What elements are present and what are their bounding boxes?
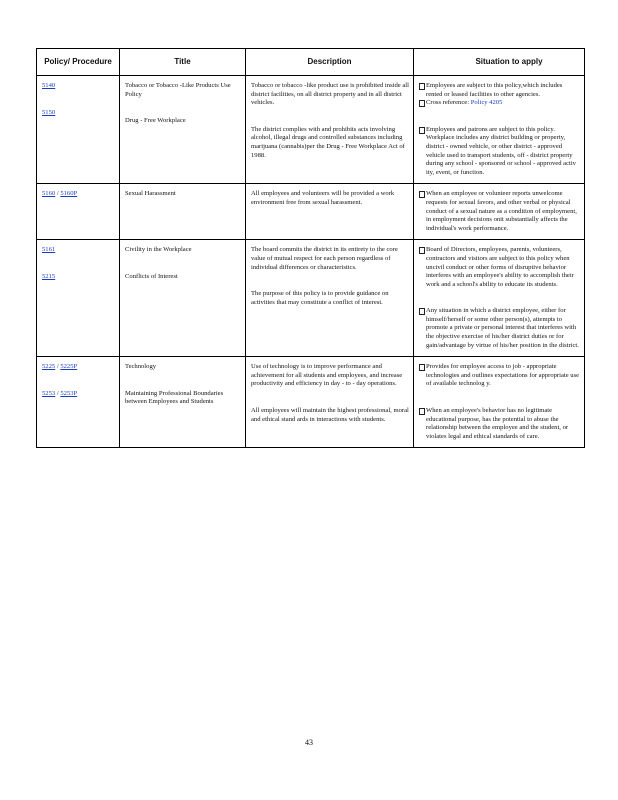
- situation-text: Cross reference:: [426, 99, 470, 107]
- situation-item: [419, 307, 580, 350]
- policy-title: Technology: [125, 363, 157, 371]
- situation-text: Employees and patrons are subject to this policy. Workplace includes any district building or property, district - owned vehicle, or other district - approved vehicle used to transport students, off - district property during any school - sponsored or school - approved activ ity, event, or function.: [426, 125, 576, 176]
- situation-text: Board of Directors, employees, parents, volunteers, contractors and visitors are subject to this policy when uncivil conduct or other forms of disruptive behavior interferes with an employee's ability to accomplish their work and a school's ability to educate its students.: [426, 246, 574, 288]
- policy-title: Civility in the Workplace: [125, 246, 192, 254]
- entry-group: [42, 363, 115, 372]
- entry-group: [419, 82, 580, 108]
- cell-padding: [251, 208, 409, 214]
- situation-item: [419, 190, 580, 233]
- policy-separator: /: [55, 363, 61, 371]
- policy-description: Use of technology is to improve performance and achievement for all students and employees, and increase productivity and efficiency in day - to - day operations.: [251, 363, 403, 388]
- policy-link[interactable]: 5225: [42, 363, 56, 371]
- table-row: [37, 240, 585, 357]
- description-cell: [246, 76, 414, 184]
- entry-group: [42, 109, 115, 118]
- policy-description: The purpose of this policy is to provide guidance on activities that may constitute a conflict of interest.: [251, 290, 389, 306]
- situation-text: Any situation in which a district employee, either for himself/herself or some other person(s), attempts to promote a private or personal interest that interferes with the objective exercise of his/her district duties or for gain/advantage by virtue of his/her position in the district.: [426, 307, 579, 349]
- entry-group: [125, 273, 241, 282]
- title-cell: [120, 357, 246, 448]
- cross-reference-link[interactable]: Policy 4205: [470, 99, 503, 107]
- entry-group: [419, 246, 580, 289]
- description-cell: [246, 240, 414, 357]
- policy-description: Tobacco or tobacco -like product use is prohibited inside all district facilities, on all district property and in all district vehicles.: [251, 82, 409, 107]
- entry-group: [125, 117, 241, 126]
- situation-text: Employees are subject to this policy,which includes rented or leased facilities to other agencies.: [426, 82, 563, 98]
- cell-padding: [125, 282, 241, 288]
- entry-group: [419, 190, 580, 233]
- policy-link[interactable]: 5140: [42, 82, 56, 89]
- title-cell: [120, 240, 246, 357]
- entry-group: [42, 273, 115, 282]
- header-policy: Policy/ Procedure: [37, 49, 120, 76]
- cell-padding: [125, 126, 241, 132]
- situation-text: When an employee or volunteer reports unwelcome requests for sexual favors, and other verbal or physical conduct of a sexual nature as a condition of employment, in employment decisions onit substantially affects the individual's work performance.: [426, 190, 577, 232]
- policy-link[interactable]: 5253P: [60, 389, 78, 397]
- situation-cell: [414, 240, 585, 357]
- policy-title: Maintaining Professional Boundaries between Employees and Students: [125, 389, 224, 406]
- policy-cell: [37, 240, 120, 357]
- cell-padding: [419, 177, 580, 183]
- entry-group: [251, 363, 409, 389]
- cell-padding: [251, 424, 409, 430]
- entry-group: [125, 82, 241, 99]
- entry-group: [251, 407, 409, 424]
- situation-text: When an employee's behavior has no legitimate educational purpose, has the potential to abuse the relationship between the employee and the student, or violates legal and ethical standards of care.: [426, 407, 569, 440]
- entry-group: [251, 246, 409, 272]
- situation-text: Provides for employee access to job - appropriate technologies and outlines expectations for appropriate use of available technolog y.: [426, 363, 580, 388]
- entry-group: [419, 363, 580, 389]
- policy-separator: /: [55, 190, 61, 198]
- entry-group: [251, 82, 409, 108]
- header-situation: Situation to apply: [414, 49, 585, 76]
- cell-padding: [251, 307, 409, 313]
- table-row: [37, 184, 585, 240]
- entry-group: [42, 190, 115, 199]
- title-cell: [120, 76, 246, 184]
- page-number: 43: [305, 738, 313, 747]
- situation-cell: [414, 76, 585, 184]
- header-title: Title: [120, 49, 246, 76]
- entry-group: [125, 246, 241, 255]
- policy-title: Tobacco or Tobacco -Like Products Use Policy: [125, 82, 231, 98]
- cell-padding: [42, 398, 115, 404]
- description-cell: [246, 357, 414, 448]
- entry-group: [125, 190, 241, 199]
- policy-description: The district complies with and prohibits acts involving alcohol, illegal drugs and controlled substances including marijuana (cannabis)per the Drug - Free Workplace Act of 1988.: [251, 125, 405, 159]
- entry-group: [251, 290, 409, 307]
- entry-group: [251, 126, 409, 160]
- policy-description: The board commits the district in its entirety to the core value of mutual respect for each person regardless of individual differences or characteristics.: [251, 246, 398, 271]
- policy-table: [36, 48, 585, 448]
- policy-description: All employees and volunteers will be provided a work environment free from sexual harassment.: [251, 190, 395, 206]
- policy-link[interactable]: 5225P: [60, 363, 78, 371]
- entry-group: [125, 390, 241, 407]
- entry-group: [251, 190, 409, 207]
- cell-padding: [125, 407, 241, 413]
- entry-group: [42, 82, 115, 91]
- cell-padding: [42, 199, 115, 205]
- title-cell: [120, 184, 246, 240]
- situation-item: [419, 99, 580, 108]
- cell-padding: [42, 117, 115, 123]
- description-cell: [246, 184, 414, 240]
- policy-title: Sexual Harassment: [125, 190, 176, 198]
- policy-link[interactable]: 5160P: [60, 190, 78, 198]
- situation-item: [419, 126, 580, 178]
- cell-padding: [419, 350, 580, 356]
- entry-group: [419, 126, 580, 178]
- entry-group: [42, 390, 115, 399]
- cell-padding: [42, 282, 115, 288]
- table-header-row: [37, 49, 585, 76]
- situation-item: [419, 363, 580, 389]
- policy-description: All employees will maintain the highest professional, moral and ethical stand ards in interactions with students.: [251, 407, 409, 423]
- table-row: [37, 76, 585, 184]
- cell-padding: [419, 233, 580, 239]
- policy-link[interactable]: 5253: [42, 389, 56, 397]
- entry-group: [419, 407, 580, 441]
- policy-link[interactable]: 5150: [42, 108, 56, 116]
- situation-item: [419, 246, 580, 289]
- header-description: Description: [246, 49, 414, 76]
- policy-title: Drug - Free Workplace: [125, 117, 186, 125]
- policy-cell: [37, 357, 120, 448]
- table-row: [37, 357, 585, 448]
- cell-padding: [419, 441, 580, 447]
- entry-group: [42, 246, 115, 255]
- situation-item: [419, 82, 580, 99]
- policy-cell: [37, 184, 120, 240]
- policy-link[interactable]: 5160: [42, 190, 56, 198]
- policy-link[interactable]: 5161: [42, 246, 56, 254]
- policy-title: Conflicts of Interest: [125, 272, 178, 280]
- entry-group: [125, 363, 241, 372]
- cell-padding: [125, 199, 241, 205]
- cell-padding: [251, 160, 409, 166]
- policy-separator: /: [55, 389, 61, 397]
- entry-group: [419, 307, 580, 350]
- situation-cell: [414, 357, 585, 448]
- situation-item: [419, 407, 580, 441]
- policy-link[interactable]: 5215: [42, 272, 56, 280]
- situation-cell: [414, 184, 585, 240]
- policy-cell: [37, 76, 120, 184]
